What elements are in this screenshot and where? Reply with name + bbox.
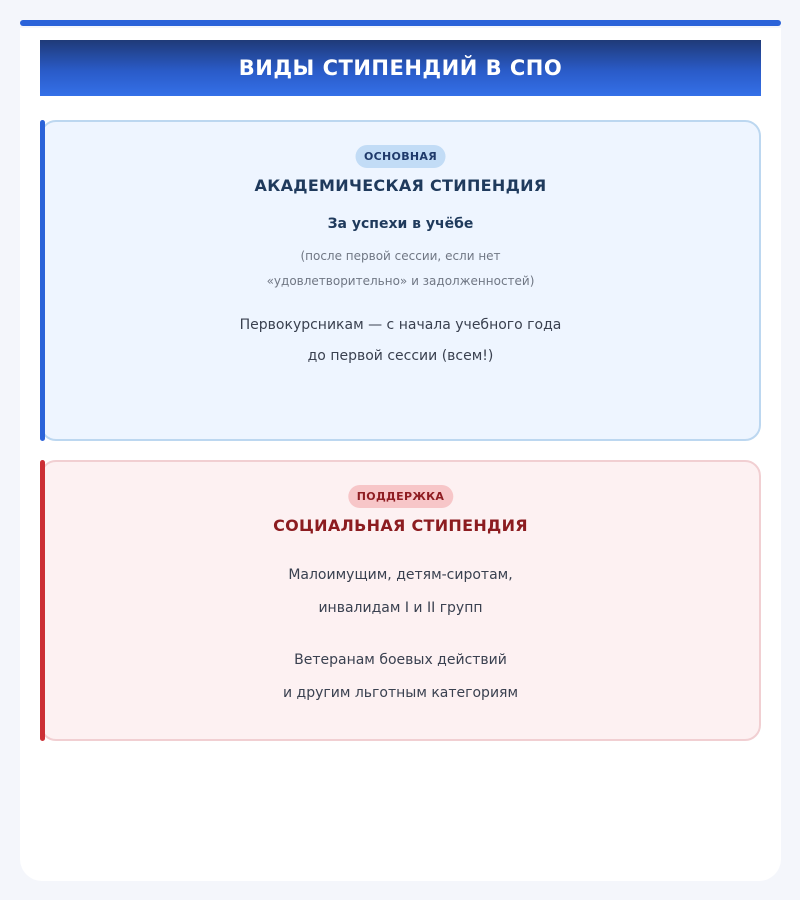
card-body-line: Первокурсникам — с начала учебного года bbox=[239, 317, 562, 333]
card-body-line: до первой сессии (всем!) bbox=[307, 348, 494, 364]
card-note-line: (после первой сессии, если нет bbox=[300, 249, 501, 263]
card-title: СОЦИАЛЬНАЯ СТИПЕНДИЯ bbox=[273, 516, 528, 535]
social-scholarship-card bbox=[40, 460, 761, 741]
card-body-line: Ветеранам боевых действий bbox=[294, 652, 507, 668]
title-banner bbox=[40, 40, 761, 96]
status-badge: ПОДДЕРЖКА bbox=[348, 485, 453, 508]
card-note-line: «удовлетворительно» и задолженностей) bbox=[266, 274, 535, 288]
card-title: АКАДЕМИЧЕСКАЯ СТИПЕНДИЯ bbox=[254, 176, 547, 195]
card-body-line: инвалидам I и II групп bbox=[318, 600, 483, 616]
top-accent-bar bbox=[20, 20, 781, 26]
academic-scholarship-card bbox=[40, 120, 761, 441]
card-body-line: и другим льготным категориям bbox=[282, 685, 519, 701]
card-body-line: Малоимущим, детям-сиротам, bbox=[288, 567, 513, 583]
card-subtitle: За успехи в учёбе bbox=[327, 216, 474, 232]
status-badge: ОСНОВНАЯ bbox=[355, 145, 446, 168]
page-title: ВИДЫ СТИПЕНДИЙ В СПО bbox=[238, 56, 563, 80]
